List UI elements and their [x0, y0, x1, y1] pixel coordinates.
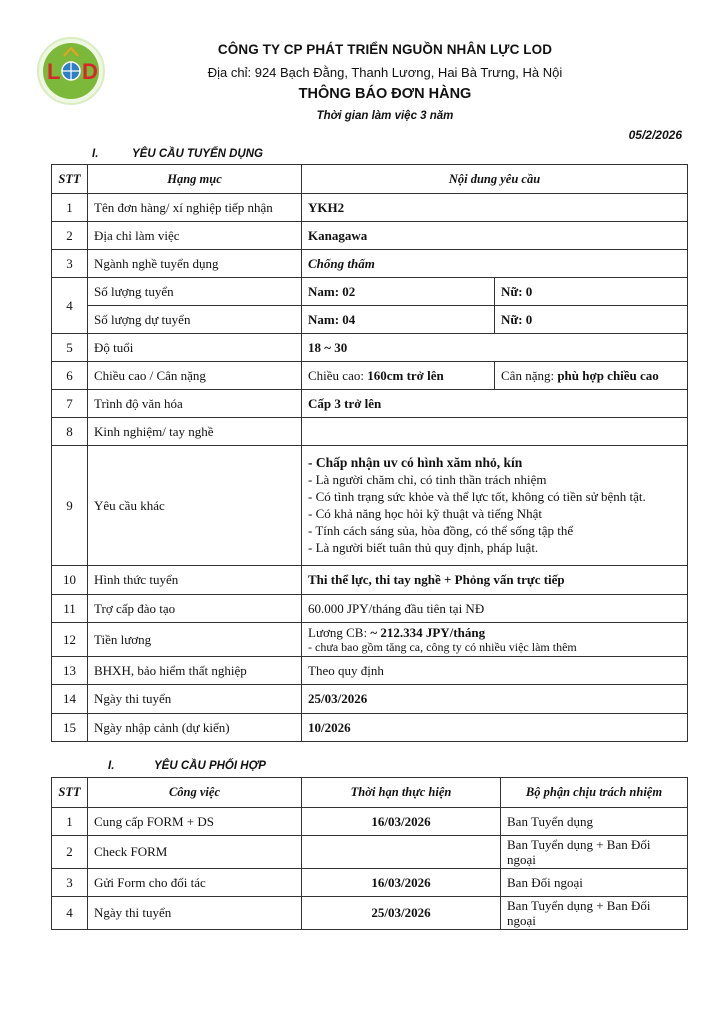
row-department: Ban Tuyển dụng	[501, 808, 688, 836]
section1-title: YÊU CẦU TUYỂN DỤNG	[132, 148, 263, 160]
table-row	[52, 836, 688, 869]
row-item: Ngày thi tuyển	[88, 685, 302, 714]
table-row	[52, 222, 688, 250]
row-item: Tên đơn hàng/ xí nghiệp tiếp nhận	[88, 194, 302, 222]
row-stt: 12	[52, 623, 88, 657]
table-row	[52, 390, 688, 418]
header-content: Nội dung yêu cầu	[302, 165, 688, 194]
row-task: Gửi Form cho đối tác	[88, 869, 302, 897]
height-label: Chiều cao:	[308, 367, 368, 383]
header-stt: STT	[52, 778, 88, 808]
row-item: Số lượng dự tuyển	[88, 306, 302, 334]
svg-text:D: D	[82, 59, 98, 84]
row-item: Số lượng tuyển	[88, 278, 302, 306]
table-row	[52, 566, 688, 595]
section2-heading	[108, 760, 266, 772]
row-item: Địa chỉ làm việc	[88, 222, 302, 250]
row-department: Ban Đối ngoại	[501, 869, 688, 897]
company-address: Địa chỉ: 924 Bạch Đằng, Thanh Lương, Hai Bà Trưng, Hà Nội	[207, 65, 563, 80]
table-row	[52, 278, 688, 306]
requirement-line: - Là người chăm chỉ, có tinh thần trách nhiệm	[308, 472, 547, 487]
row-item: Chiều cao / Cân nặng	[88, 362, 302, 390]
height-value: 160cm trở lên	[367, 367, 444, 383]
row-item: BHXH, bảo hiểm thất nghiệp	[88, 657, 302, 685]
weight-label: Cân nặng:	[501, 367, 558, 383]
table-row	[52, 657, 688, 685]
section2-number: I.	[108, 760, 115, 772]
row-stt: 7	[52, 390, 88, 418]
table-row	[52, 808, 688, 836]
row-value	[302, 418, 688, 446]
table-header-row	[52, 778, 688, 808]
other-requirements	[302, 446, 688, 566]
row-value: 10/2026	[302, 714, 688, 742]
row-deadline: 25/03/2026	[302, 897, 501, 930]
table-row	[52, 306, 688, 334]
row-stt: 8	[52, 418, 88, 446]
salary-label: Lương CB:	[308, 624, 371, 640]
row-task: Ngày thi tuyển	[88, 897, 302, 930]
header-stt: STT	[52, 165, 88, 194]
salary-value: ~ 212.334 JPY/tháng	[370, 624, 486, 640]
requirement-line: - Có khả năng học hỏi kỹ thuật và tiếng Nhật	[308, 506, 542, 521]
row-stt: 1	[52, 808, 88, 836]
row-item: Trợ cấp đào tạo	[88, 595, 302, 623]
row-stt: 2	[52, 222, 88, 250]
row-stt: 6	[52, 362, 88, 390]
company-name: CÔNG TY CP PHÁT TRIỂN NGUỒN NHÂN LỰC LOD	[217, 42, 553, 57]
row-item: Độ tuổi	[88, 334, 302, 362]
requirement-line: - Tính cách sáng sủa, hòa đồng, có thể sống tập thể	[308, 523, 574, 538]
row-department: Ban Tuyển dụng + Ban Đối ngoại	[501, 897, 688, 930]
row-stt: 13	[52, 657, 88, 685]
header-task: Công việc	[88, 778, 302, 808]
company-logo	[36, 36, 106, 106]
weight-value: phù hợp chiều cao	[557, 367, 659, 383]
table-row	[52, 595, 688, 623]
row-department: Ban Tuyển dụng + Ban Đối ngoại	[501, 836, 688, 869]
row-deadline	[302, 836, 501, 869]
document-subtitle: Thời gian làm việc 3 năm	[316, 110, 454, 122]
header-department: Bộ phận chịu trách nhiệm	[501, 778, 688, 808]
table-row	[52, 334, 688, 362]
row-deadline: 16/03/2026	[302, 808, 501, 836]
header-item: Hạng mục	[88, 165, 302, 194]
row-value: Cấp 3 trở lên	[302, 390, 688, 418]
section1-number: I.	[92, 148, 99, 160]
female-count: Nữ: 0	[495, 278, 688, 306]
row-item: Hình thức tuyển	[88, 566, 302, 595]
row-stt: 14	[52, 685, 88, 714]
row-stt: 10	[52, 566, 88, 595]
recruitment-table	[51, 164, 688, 742]
row-value: 60.000 JPY/tháng đầu tiên tại NĐ	[302, 595, 688, 623]
height-cell	[302, 362, 495, 390]
row-stt: 11	[52, 595, 88, 623]
section1-heading	[92, 148, 263, 160]
male-candidates: Nam: 04	[302, 306, 495, 334]
row-value: Chống thấm	[302, 250, 688, 278]
document-title: THÔNG BÁO ĐƠN HÀNG	[298, 86, 472, 102]
row-stt: 5	[52, 334, 88, 362]
row-stt: 2	[52, 836, 88, 869]
row-stt: 15	[52, 714, 88, 742]
table-row	[52, 869, 688, 897]
table-header-row	[52, 165, 688, 194]
row-item: Yêu cầu khác	[88, 446, 302, 566]
row-stt: 3	[52, 250, 88, 278]
table-row	[52, 685, 688, 714]
coordination-table	[51, 777, 688, 930]
header-deadline: Thời hạn thực hiện	[302, 778, 501, 808]
row-value: 25/03/2026	[302, 685, 688, 714]
male-count: Nam: 02	[302, 278, 495, 306]
row-stt: 9	[52, 446, 88, 566]
row-value: Theo quy định	[302, 657, 688, 685]
table-row	[52, 897, 688, 930]
row-item: Tiền lương	[88, 623, 302, 657]
row-task: Check FORM	[88, 836, 302, 869]
requirement-line: - Là người biết tuân thủ quy định, pháp luật.	[308, 540, 539, 555]
row-stt: 3	[52, 869, 88, 897]
female-candidates: Nữ: 0	[495, 306, 688, 334]
table-row	[52, 250, 688, 278]
row-item: Trình độ văn hóa	[88, 390, 302, 418]
row-stt: 4	[52, 278, 88, 334]
row-item: Ngành nghề tuyển dụng	[88, 250, 302, 278]
row-value: YKH2	[302, 194, 688, 222]
section2-title: YÊU CẦU PHỐI HỢP	[154, 760, 266, 772]
document-date: 05/2/2026	[628, 128, 682, 142]
row-value: Thi thể lực, thi tay nghề + Phỏng vấn trực tiếp	[302, 566, 688, 595]
row-value: 18 ~ 30	[302, 334, 688, 362]
row-stt: 1	[52, 194, 88, 222]
salary-cell	[302, 623, 688, 657]
salary-note: - chưa bao gồm tăng ca, công ty có nhiều việc làm thêm	[308, 639, 577, 654]
requirement-line: - Có tình trạng sức khỏe và thể lực tốt, không có tiền sử bệnh tật.	[308, 489, 646, 504]
row-item: Ngày nhập cảnh (dự kiến)	[88, 714, 302, 742]
row-task: Cung cấp FORM + DS	[88, 808, 302, 836]
salary-line	[308, 625, 681, 640]
row-stt: 4	[52, 897, 88, 930]
table-row	[52, 194, 688, 222]
table-row	[52, 446, 688, 566]
table-row	[52, 714, 688, 742]
table-row	[52, 418, 688, 446]
requirement-line: - Chấp nhận uv có hình xăm nhỏ, kín	[308, 455, 523, 470]
table-row	[52, 362, 688, 390]
table-row	[52, 623, 688, 657]
row-item: Kinh nghiệm/ tay nghề	[88, 418, 302, 446]
svg-text:L: L	[47, 59, 61, 84]
weight-cell	[495, 362, 688, 390]
row-deadline: 16/03/2026	[302, 869, 501, 897]
row-value: Kanagawa	[302, 222, 688, 250]
